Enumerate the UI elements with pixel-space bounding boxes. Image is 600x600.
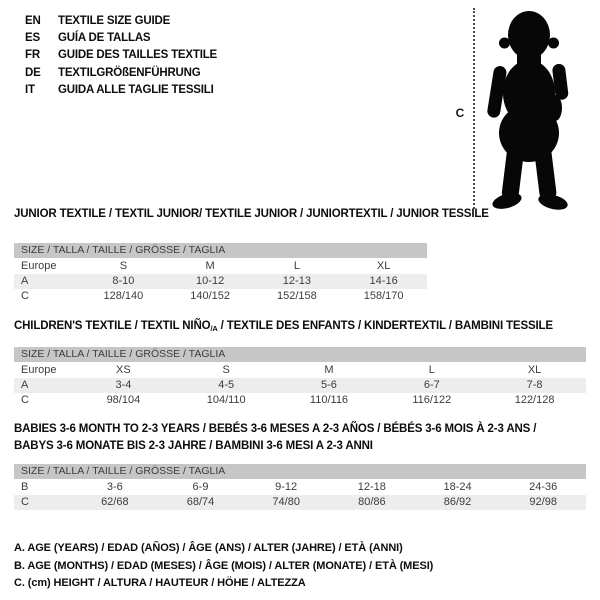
legend-line-a: A. AGE (YEARS) / EDAD (AÑOS) / ÂGE (ANS) / ALTER (JAHRE) / ETÀ (ANNI): [14, 542, 403, 554]
height-figure: [452, 6, 584, 212]
size-cell: M: [205, 260, 215, 272]
height-cell: 62/68: [101, 496, 129, 508]
age-cell: 10-12: [196, 275, 225, 287]
table-row-height: [14, 289, 427, 304]
table-row-europe: [14, 259, 427, 274]
height-cell: 68/74: [186, 496, 215, 508]
babies-size-table: [14, 464, 586, 510]
section-title-children: [14, 319, 553, 336]
row-label: A: [21, 275, 29, 287]
junior-size-table: [14, 243, 427, 304]
size-cell: S: [222, 364, 230, 376]
height-cell: 98/104: [106, 394, 141, 406]
table-row-height: [14, 495, 586, 510]
months-cell: 9-12: [275, 481, 298, 493]
language-title: GUIDA ALLE TAGLIE TESSILI: [58, 83, 214, 96]
age-cell: 6-7: [423, 379, 440, 391]
age-cell: 4-5: [218, 379, 235, 391]
age-cell: 3-4: [115, 379, 132, 391]
language-code: IT: [25, 83, 35, 96]
months-cell: 6-9: [192, 481, 209, 493]
height-cell: 86/92: [443, 496, 472, 508]
table-header-junior: SIZE / TALLA / TAILLE / GRÖSSE / TAGLIA: [14, 243, 427, 258]
months-cell: 24-36: [529, 481, 558, 493]
table-row-age: [14, 274, 427, 289]
size-cell: L: [293, 260, 300, 272]
table-header-children: SIZE / TALLA / TAILLE / GRÖSSE / TAGLIA: [14, 347, 586, 362]
language-code: EN: [25, 14, 41, 27]
language-row-fr: [25, 47, 217, 64]
age-cell: 12-13: [282, 275, 311, 287]
height-cell: 158/170: [363, 290, 404, 302]
height-measure-label: C: [455, 106, 465, 120]
row-label: C: [21, 496, 29, 508]
language-title-list: [25, 12, 217, 98]
months-cell: 18-24: [443, 481, 472, 493]
size-cell: L: [428, 364, 435, 376]
row-label: C: [21, 394, 29, 406]
row-label: Europe: [21, 364, 57, 376]
language-code: FR: [25, 49, 40, 62]
height-cell: 122/128: [514, 394, 555, 406]
legend-line-c: C. (cm) HEIGHT / ALTURA / HAUTEUR / HÖHE / ALTEZZA: [14, 577, 306, 589]
section-title-babies: [14, 421, 536, 455]
legend: [14, 540, 433, 593]
months-cell: 12-18: [357, 481, 386, 493]
height-cell: 74/80: [272, 496, 300, 508]
age-cell: 14-16: [369, 275, 398, 287]
language-row-es: [25, 29, 217, 46]
height-cell: 152/158: [276, 290, 317, 302]
table-header-babies: SIZE / TALLA / TAILLE / GRÖSSE / TAGLIA: [14, 464, 586, 479]
title-subscript: /A: [210, 324, 218, 333]
table-row-age: [14, 378, 586, 393]
height-cell: 116/122: [412, 394, 452, 406]
months-cell: 3-6: [106, 481, 123, 493]
row-label: Europe: [21, 260, 57, 272]
size-cell: XL: [376, 260, 391, 272]
age-cell: 8-10: [112, 275, 135, 287]
title-text: / TEXTILE DES ENFANTS / KINDERTEXTIL / BAMBINI TESSILE: [217, 320, 553, 332]
table-row-height: [14, 393, 586, 408]
height-cell: 104/110: [206, 394, 246, 406]
table-row-months: [14, 480, 586, 495]
height-cell: 110/116: [309, 394, 349, 406]
row-label: C: [21, 290, 29, 302]
language-row-de: [25, 64, 217, 81]
baby-silhouette-icon: [479, 8, 579, 210]
height-cell: 92/98: [529, 496, 557, 508]
language-code: DE: [25, 66, 41, 79]
size-cell: XL: [527, 364, 542, 376]
height-cell: 80/86: [358, 496, 386, 508]
height-measure-dotted-line-icon: [473, 8, 475, 209]
section-title-junior: JUNIOR TEXTILE / TEXTIL JUNIOR/ TEXTILE JUNIOR / JUNIORTEXTIL / JUNIOR TESSILE: [14, 208, 489, 220]
title-text: CHILDREN'S TEXTILE / TEXTIL NIÑO: [14, 320, 211, 332]
size-cell: M: [324, 364, 334, 376]
language-title: GUIDE DES TAILLES TEXTILE: [58, 49, 217, 62]
age-cell: 7-8: [526, 379, 543, 391]
title-line-1: BABIES 3-6 MONTH TO 2-3 YEARS / BEBÉS 3-6 MESES A 2-3 AÑOS / BÉBÉS 3-6 MOIS À 2-3 ANS /: [14, 423, 537, 435]
language-code: ES: [25, 31, 40, 44]
table-row-europe: [14, 363, 586, 378]
row-label: A: [21, 379, 29, 391]
size-cell: S: [119, 260, 128, 272]
row-label: B: [21, 481, 29, 493]
height-cell: 128/140: [103, 290, 144, 302]
language-title: GUÍA DE TALLAS: [58, 31, 151, 44]
age-cell: 5-6: [321, 379, 337, 391]
language-title: TEXTILE SIZE GUIDE: [58, 14, 171, 27]
language-title: TEXTILGRÖßENFÜHRUNG: [58, 66, 201, 79]
children-size-table: [14, 347, 586, 408]
legend-line-b: B. AGE (MONTHS) / EDAD (MESES) / ÂGE (MOIS) / ALTER (MONATE) / ETÀ (MESI): [14, 559, 434, 572]
size-cell: XS: [116, 364, 131, 376]
height-cell: 140/152: [190, 290, 230, 302]
language-row-it: [25, 81, 217, 98]
title-line-2: BABYS 3-6 MONATE BIS 2-3 JAHRE / BAMBINI 3-6 MESI A 2-3 ANNI: [14, 440, 373, 452]
language-row-en: [25, 12, 217, 29]
